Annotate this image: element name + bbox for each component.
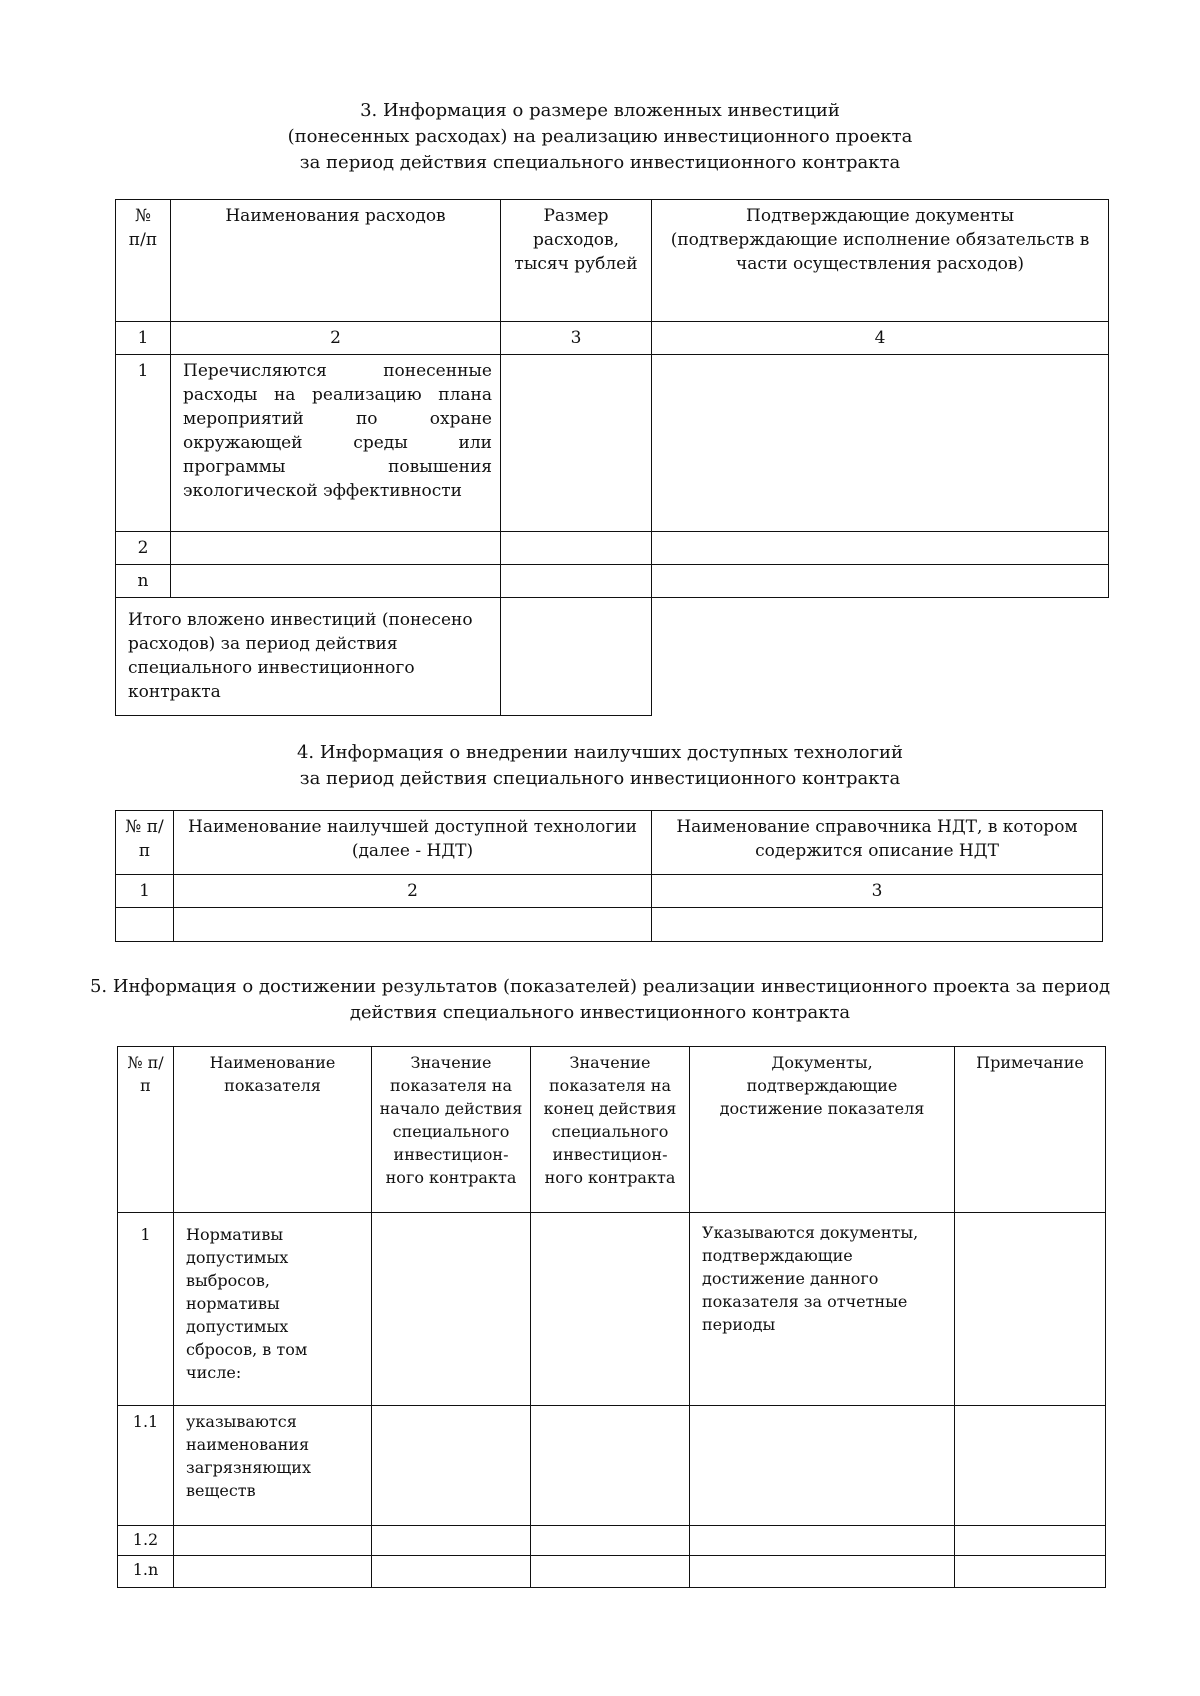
row-num: 1.1 xyxy=(118,1406,174,1526)
row-note xyxy=(955,1556,1106,1588)
header-indicator-name: Наименование показателя xyxy=(174,1047,372,1213)
row-indicator-name xyxy=(174,1556,372,1588)
col-number: 3 xyxy=(501,322,652,355)
row-end-value xyxy=(531,1526,690,1556)
row-indicator-name: Нормативы допустимых выбросов, нормативы допустимых сбросов, в том числе: xyxy=(174,1213,372,1406)
section3-title-line: за период действия специального инвестиционного контракта xyxy=(299,152,901,173)
section5-title-line: действия специального инвестиционного контракта xyxy=(349,1002,851,1023)
header-row xyxy=(116,200,1109,322)
col-number: 1 xyxy=(116,322,171,355)
row-documents xyxy=(652,565,1109,598)
section5-title-line: 5. Информация о достижении результатов (показателей) реализации инвестиционного проекта за период xyxy=(89,976,1111,997)
section3-title xyxy=(0,98,1200,176)
row-end-value xyxy=(531,1406,690,1526)
total-empty-cell xyxy=(652,598,1109,716)
header-start-value: Значение показателя на начало действия специального инвестицион- ного контракта xyxy=(372,1047,531,1213)
row-num: 1 xyxy=(118,1213,174,1406)
row-start-value xyxy=(372,1556,531,1588)
table-row xyxy=(118,1213,1106,1406)
col-number: 2 xyxy=(171,322,501,355)
header-documents: Подтверждающие документы (подтверждающие исполнение обязательств в части осуществления расходов) xyxy=(652,200,1109,322)
header-note: Примечание xyxy=(955,1047,1106,1213)
row-end-value xyxy=(531,1556,690,1588)
section3-title-line: (понесенных расходах) на реализацию инвестиционного проекта xyxy=(287,126,913,147)
column-number-row xyxy=(116,322,1109,355)
section4-title-line: за период действия специального инвестиционного контракта xyxy=(299,768,901,789)
col-number: 2 xyxy=(174,875,652,908)
row-num: 2 xyxy=(116,532,171,565)
row-num: 1.n xyxy=(118,1556,174,1588)
row-expense-name: Перечисляются понесенные расходы на реализацию плана мероприятий по охране окружающей среды или программы повышения экологической эффективности xyxy=(171,355,501,532)
table-row xyxy=(118,1406,1106,1526)
best-technologies-table xyxy=(115,810,1103,942)
section3-title-line: 3. Информация о размере вложенных инвестиций xyxy=(360,100,840,121)
row-num: 1.2 xyxy=(118,1526,174,1556)
section5-title xyxy=(0,974,1200,1026)
table-row xyxy=(116,532,1109,565)
row-num xyxy=(116,908,174,942)
total-row xyxy=(116,598,1109,716)
row-end-value xyxy=(531,1213,690,1406)
row-documents xyxy=(690,1406,955,1526)
section4-title-line: 4. Информация о внедрении наилучших доступных технологий xyxy=(296,742,904,763)
row-indicator-name: указываются наименования загрязняющих веществ xyxy=(174,1406,372,1526)
investments-table xyxy=(115,199,1109,716)
header-num: № п/п xyxy=(116,811,174,875)
row-technology-name xyxy=(174,908,652,942)
section4-title xyxy=(0,740,1200,792)
header-expense-name: Наименования расходов xyxy=(171,200,501,322)
results-table xyxy=(117,1046,1106,1588)
row-start-value xyxy=(372,1213,531,1406)
row-expense-name xyxy=(171,532,501,565)
header-num: № п/п xyxy=(116,200,171,322)
table-row xyxy=(118,1556,1106,1588)
row-start-value xyxy=(372,1406,531,1526)
table-row xyxy=(118,1526,1106,1556)
row-documents xyxy=(690,1526,955,1556)
header-technology-name: Наименование наилучшей доступной технологии (далее - НДТ) xyxy=(174,811,652,875)
total-value xyxy=(501,598,652,716)
header-reference-name: Наименование справочника НДТ, в котором содержится описание НДТ xyxy=(652,811,1103,875)
row-expense-size xyxy=(501,532,652,565)
row-num: n xyxy=(116,565,171,598)
row-start-value xyxy=(372,1526,531,1556)
row-indicator-name xyxy=(174,1526,372,1556)
row-reference-name xyxy=(652,908,1103,942)
row-expense-size xyxy=(501,565,652,598)
header-row xyxy=(116,811,1103,875)
row-note xyxy=(955,1213,1106,1406)
row-documents: Указываются документы, подтверждающие достижение данного показателя за отчетные периоды xyxy=(690,1213,955,1406)
header-documents: Документы, подтверждающие достижение показателя xyxy=(690,1047,955,1213)
column-number-row xyxy=(116,875,1103,908)
header-num: № п/п xyxy=(118,1047,174,1213)
table-row xyxy=(116,355,1109,532)
row-documents xyxy=(652,532,1109,565)
total-label: Итого вложено инвестиций (понесено расходов) за период действия специального инвестиционного контракта xyxy=(116,598,501,716)
col-number: 4 xyxy=(652,322,1109,355)
col-number: 3 xyxy=(652,875,1103,908)
row-documents xyxy=(652,355,1109,532)
row-num: 1 xyxy=(116,355,171,532)
row-documents xyxy=(690,1556,955,1588)
row-expense-name xyxy=(171,565,501,598)
header-expense-size: Размер расходов, тысяч рублей xyxy=(501,200,652,322)
table-row xyxy=(116,565,1109,598)
row-expense-size xyxy=(501,355,652,532)
col-number: 1 xyxy=(116,875,174,908)
row-note xyxy=(955,1526,1106,1556)
row-note xyxy=(955,1406,1106,1526)
header-end-value: Значение показателя на конец действия специального инвестицион- ного контракта xyxy=(531,1047,690,1213)
table-row xyxy=(116,908,1103,942)
header-row xyxy=(118,1047,1106,1213)
